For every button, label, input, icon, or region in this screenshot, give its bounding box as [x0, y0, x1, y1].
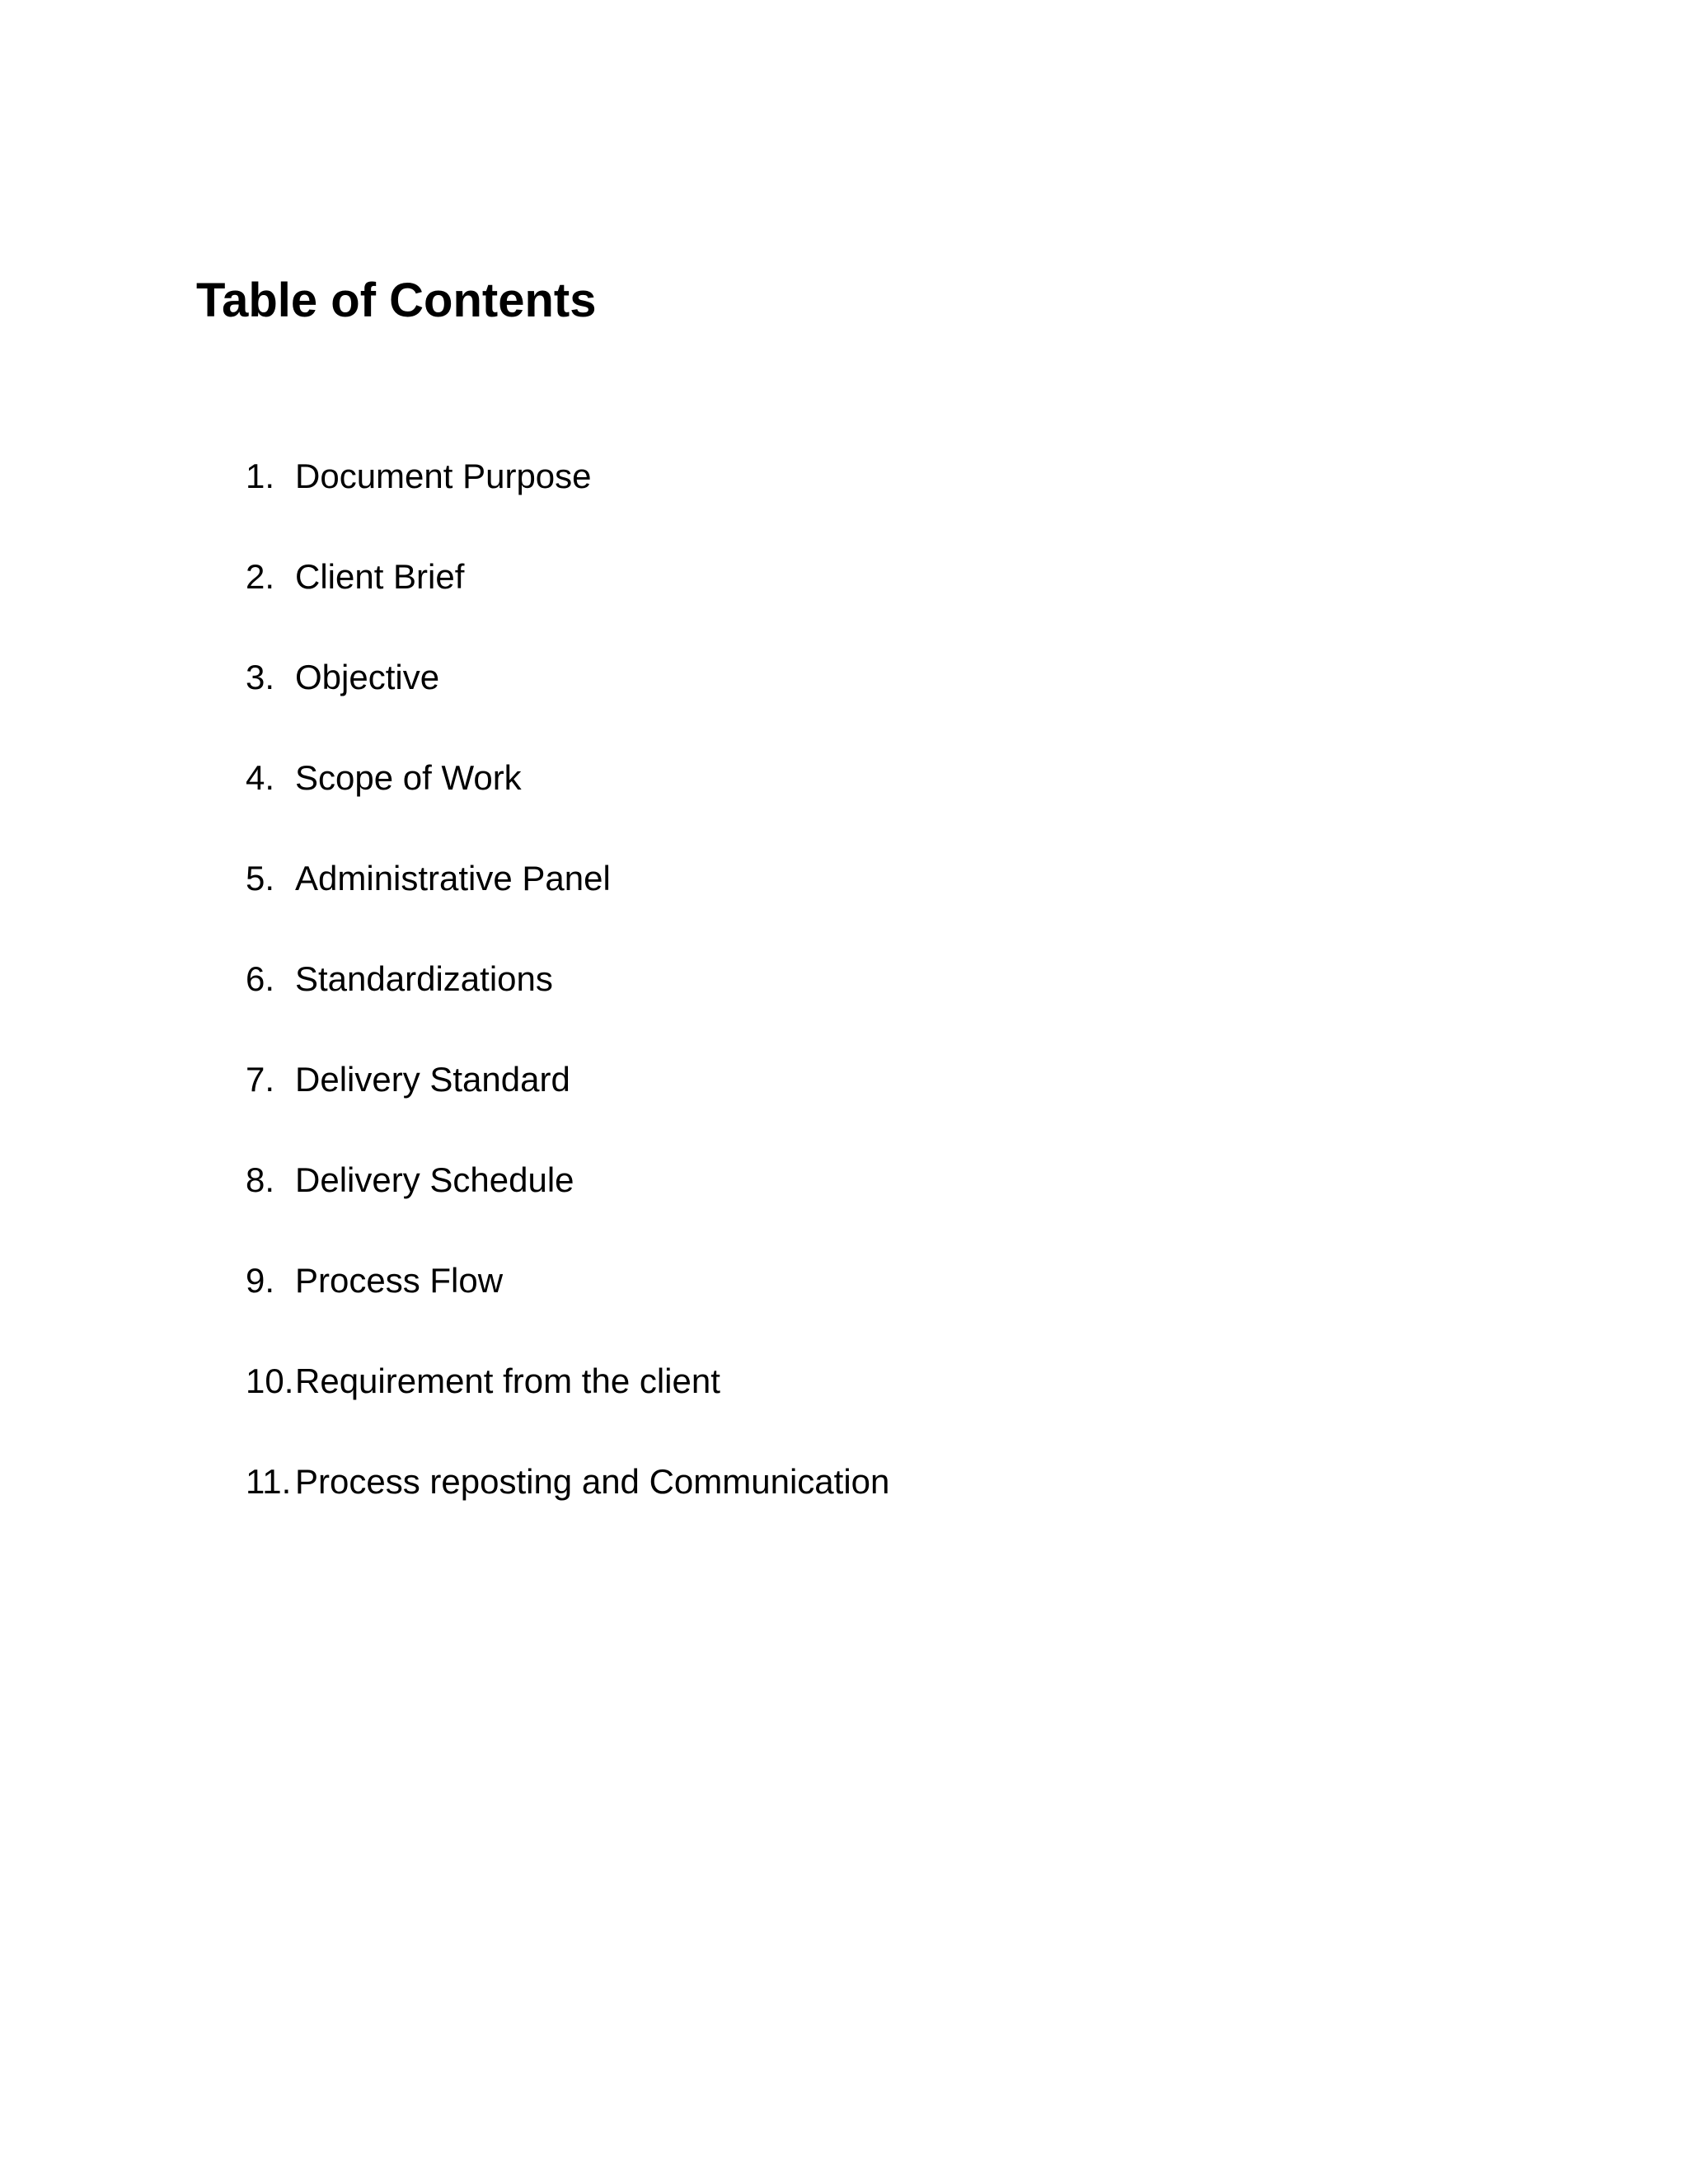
- toc-item-label: Client Brief: [295, 557, 465, 596]
- page-title: Table of Contents: [196, 274, 597, 327]
- toc-item-administrative-panel: [246, 854, 889, 954]
- toc-item-delivery-schedule: [246, 1155, 889, 1256]
- toc-item-number: 6.: [246, 959, 275, 998]
- toc-item-process-flow: [246, 1256, 889, 1357]
- toc-item-number: 1.: [246, 457, 275, 495]
- toc-item-label: Process reposting and Communication: [295, 1462, 890, 1501]
- toc-item-label: Process Flow: [295, 1261, 504, 1300]
- toc-item-label: Delivery Schedule: [295, 1160, 574, 1199]
- toc-item-number: 8.: [246, 1160, 275, 1199]
- toc-item-standardizations: [246, 954, 889, 1055]
- toc-item-number: 3.: [246, 658, 275, 696]
- toc-list: [246, 452, 889, 1558]
- toc-item-client-brief: [246, 552, 889, 653]
- toc-item-label: Scope of Work: [295, 758, 522, 797]
- toc-item-scope-of-work: [246, 753, 889, 854]
- toc-item-label: Standardizations: [295, 959, 553, 998]
- toc-item-number: 9.: [246, 1261, 275, 1300]
- toc-item-delivery-standard: [246, 1055, 889, 1155]
- toc-item-number: 5.: [246, 859, 275, 898]
- toc-item-label: Administrative Panel: [295, 859, 611, 898]
- toc-item-number: 2.: [246, 557, 275, 596]
- toc-item-requirement-from-client: [246, 1357, 889, 1457]
- toc-item-number: 7.: [246, 1060, 275, 1099]
- toc-item-number: 11.: [246, 1462, 292, 1501]
- toc-item-process-reposting-communication: [246, 1457, 889, 1558]
- toc-item-label: Delivery Standard: [295, 1060, 570, 1099]
- toc-item-document-purpose: [246, 452, 889, 552]
- toc-item-number: 4.: [246, 758, 275, 797]
- toc-item-label: Document Purpose: [295, 457, 592, 495]
- toc-item-objective: [246, 653, 889, 753]
- toc-item-label: Objective: [295, 658, 440, 696]
- toc-item-number: 10.: [246, 1361, 294, 1400]
- toc-item-label: Requirement from the client: [295, 1361, 720, 1400]
